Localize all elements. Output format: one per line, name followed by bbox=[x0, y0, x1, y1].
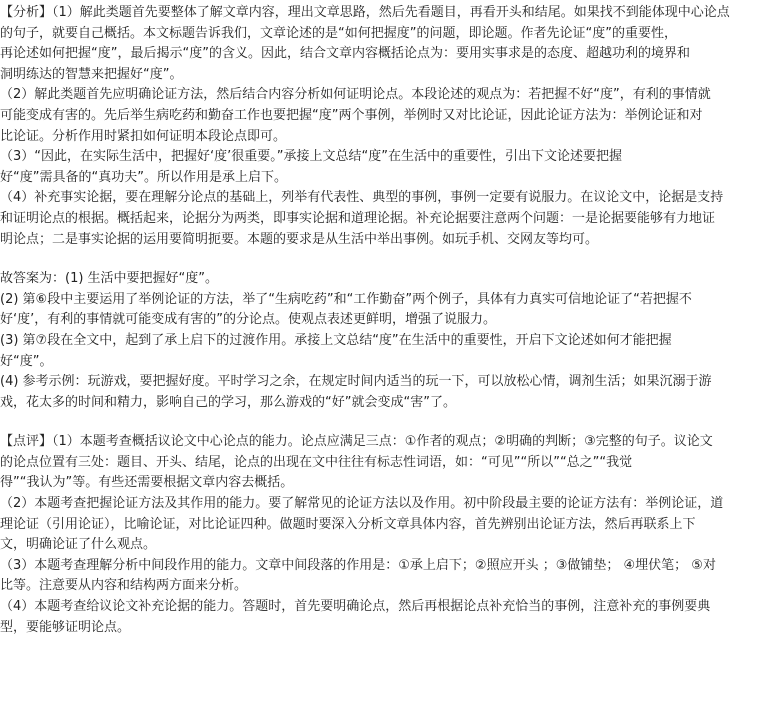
comment-line: （4）本题考查给议论文补充论据的能力。答题时，首先要明确论点，然后再根据论点补充恰当的事例，注意补充的事例要典 bbox=[0, 599, 711, 615]
analysis-line: 可能变成有害的。先后举生病吃药和勤奋工作也要把握“度”两个事例，举例时又对比论证，因此论证方法为：举例论证和对 bbox=[0, 107, 703, 123]
comment-line: 的论点位置有三处：题目、开头、结尾，论点的出现在文中往往有标志性词语，如：“可见”“所以”“总之”“我觉 bbox=[0, 454, 633, 470]
analysis-line: （4）补充事实论据，要在理解分论点的基础上，列举有代表性、典型的事例，事例一定要有说服力。在议论文中，论据是支持 bbox=[0, 190, 724, 206]
comment-line: （2）本题考查把握论证方法及其作用的能力。要了解常见的论证方法以及作用。初中阶段最主要的论证方法有：举例论证，道 bbox=[0, 496, 724, 512]
answer-line: (3) 第⑦段在全文中，起到了承上启下的过渡作用。承接上文总结“度”在生活中的重要性，开启下文论述如何才能把握 bbox=[0, 332, 672, 348]
analysis-line: （2）解此类题首先应明确论证方法，然后结合内容分析如何证明论点。本段论述的观点为：若把握不好“度”，有利的事情就 bbox=[0, 87, 711, 103]
answer-line: 好“度”。 bbox=[0, 353, 53, 369]
answer-line: 故答案为：(1) 生活中要把握好“度”。 bbox=[0, 271, 219, 287]
analysis-section bbox=[0, 3, 776, 250]
answer-line: 好‘度’，有利的事情就可能变成有害的”的分论点。使观点表述更鲜明，增强了说服力。 bbox=[0, 312, 497, 328]
analysis-line: 好“度”需具备的“真功夫”。所以作用是承上启下。 bbox=[0, 169, 287, 185]
comment-line: 【点评】（1）本题考查概括议论文中心论点的能力。论点应满足三点：①作者的观点；②明确的判断；③完整的句子。议论文 bbox=[0, 434, 713, 450]
comment-line: （3）本题考查理解分析中间段作用的能力。文章中间段落的作用是：①承上启下；②照应开头 ；③做铺垫； ④埋伏笔； ⑤对 bbox=[0, 557, 716, 573]
comment-section bbox=[0, 432, 776, 638]
section-spacer bbox=[0, 250, 776, 269]
analysis-line: 明论点；二是事实论据的运用要简明扼要。本题的要求是从生活中举出事例。如玩手机、交网友等均可。 bbox=[0, 231, 599, 247]
answer-line: (2) 第⑥段中主要运用了举例论证的方法，举了“生病吃药”和“工作勤奋”两个例子，具体有力真实可信地论证了“若把握不 bbox=[0, 291, 692, 307]
comment-line: 得”“我认为”等。有些还需要根据文章内容去概括。 bbox=[0, 475, 294, 491]
analysis-line: 【分析】（1）解此类题首先要整体了解文章内容，理出文章思路，然后先看题目，再看开头和结尾。如果找不到能体现中心论点 bbox=[0, 5, 730, 20]
comment-line: 型，要能够证明论点。 bbox=[0, 619, 131, 635]
analysis-line: 洞明练达的智慧来把握好“度”。 bbox=[0, 66, 183, 82]
comment-line: 文，明确论证了什么观点。 bbox=[0, 537, 157, 553]
analysis-line: 的句子，就要自己概括。本文标题告诉我们，文章论述的是“如何把握度”的问题，即论题。作者先论证“度”的重要性， bbox=[0, 25, 677, 41]
answer-line: 戏，花太多的时间和精力，影响自己的学习，那么游戏的“好”就会变成“害”了。 bbox=[0, 394, 456, 410]
analysis-line: （3）“因此，在实际生活中，把握好‘度’很重要。”承接上文总结“度”在生活中的重要性，引出下文论述要把握 bbox=[0, 149, 622, 165]
analysis-line: 比论证。分析作用时紧扣如何证明本段论点即可。 bbox=[0, 128, 287, 144]
section-spacer bbox=[0, 413, 776, 432]
comment-line: 理论证（引用论证），比喻论证，对比论证四种。做题时要深入分析文章具体内容，首先辨别出论证方法，然后再联系上下 bbox=[0, 516, 696, 532]
analysis-line: 再论述如何把握“度”，最后揭示“度”的含义。因此，结合文章内容概括论点为：要用实事求是的态度、超越功利的境界和 bbox=[0, 46, 690, 62]
analysis-line: 和证明论点的根据。概括起来，论据分为两类，即事实论据和道理论据。补充论据要注意两个问题：一是论据要能够有力地证 bbox=[0, 210, 716, 226]
answer-line: (4) 参考示例：玩游戏，要把握好度。平时学习之余，在规定时间内适当的玩一下，可以放松心情，调剂生活；如果沉溺于游 bbox=[0, 374, 712, 390]
comment-line: 比等。注意要从内容和结构两方面来分析。 bbox=[0, 578, 248, 594]
answer-section bbox=[0, 269, 776, 413]
